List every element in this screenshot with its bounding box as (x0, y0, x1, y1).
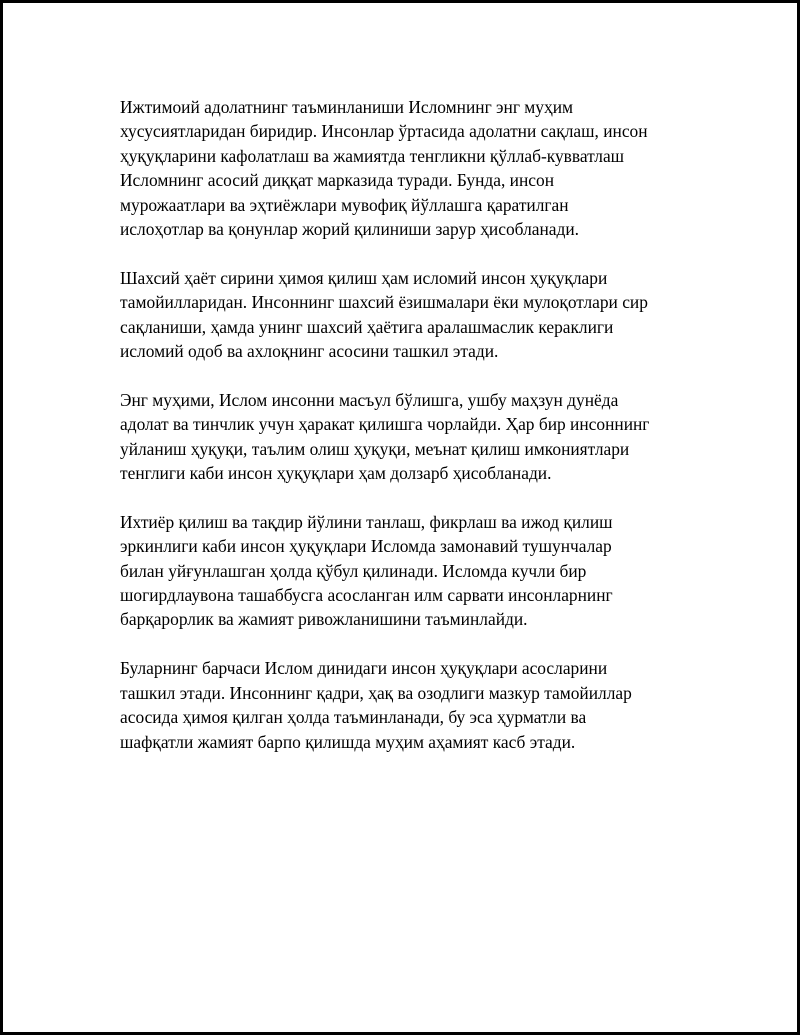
text-line: адолат ва тинчлик учун ҳаракат қилишга чорлайди. Ҳар бир инсоннинг (120, 414, 650, 435)
text-line: Исломнинг асосий диққат марказида туради. Бунда, инсон (120, 170, 555, 191)
paragraph-2 (120, 266, 720, 364)
text-line: мурожаатлари ва эҳтиёжлари мувофиқ йўллашга қаратилган (120, 194, 569, 215)
paragraph-4 (120, 510, 720, 632)
text-line: барқарорлик ва жамият ривожланишини таъминлайди. (120, 609, 528, 630)
text-line: Шахсий ҳаёт сирини ҳимоя қилиш ҳам исломий инсон ҳуқуқлари (120, 267, 608, 288)
document-body (120, 95, 720, 778)
text-line: уйланиш ҳуқуқи, таълим олиш ҳуқуқи, меънат қилиш имкониятлари (120, 438, 630, 459)
text-line: исломий одоб ва ахлоқнинг асосини ташкил этади. (120, 341, 499, 362)
text-line: Буларнинг барчаси Ислом динидаги инсон ҳуқуқлари асосларини (120, 658, 608, 679)
text-line: эркинлиги каби инсон ҳуқуқлари Исломда замонавий тушунчалар (120, 536, 612, 557)
text-line: асосида ҳимоя қилган ҳолда таъминланади, бу эса ҳурматли ва (120, 707, 587, 728)
text-line: ташкил этади. Инсоннинг қадри, ҳақ ва озодлиги мазкур тамойиллар (120, 682, 632, 703)
text-line: шафқатли жамият барпо қилишда муҳим аҳамият касб этади. (120, 731, 576, 752)
text-line: Ихтиёр қилиш ва тақдир йўлини танлаш, фикрлаш ва ижод қилиш (120, 511, 613, 532)
paragraph-1 (120, 95, 720, 241)
text-line: билан уйғунлашган ҳолда қўбул қилинади. Исломда кучли бир (120, 560, 587, 581)
text-line: тамойилларидан. Инсоннинг шахсий ёзишмалари ёки мулоқотлари сир (120, 292, 648, 313)
text-line: ҳуқуқларини кафолатлаш ва жамиятда тенгликни қўллаб-кувватлаш (120, 145, 625, 166)
text-line: Ижтимоий адолатнинг таъминланиши Исломнинг энг муҳим (120, 97, 574, 117)
paragraph-5 (120, 656, 720, 754)
paragraph-3 (120, 388, 720, 486)
text-line: хусусиятларидан биридир. Инсонлар ўртасида адолатни сақлаш, инсон (120, 121, 648, 142)
text-line: шогирдлаувона ташаббусга асосланган илм сарвати инсонларнинг (120, 585, 613, 606)
text-line: тенглиги каби инсон ҳуқуқлари ҳам долзарб ҳисобланади. (120, 463, 552, 484)
text-line: ислоҳотлар ва қонунлар жорий қилиниши зарур ҳисобланади. (120, 219, 579, 240)
text-line: Энг муҳими, Ислом инсонни масъул бўлишга, ушбу маҳзун дунёда (120, 389, 619, 410)
text-line: сақланиши, ҳамда унинг шахсий ҳаётига аралашмаслик кераклиги (120, 316, 614, 337)
